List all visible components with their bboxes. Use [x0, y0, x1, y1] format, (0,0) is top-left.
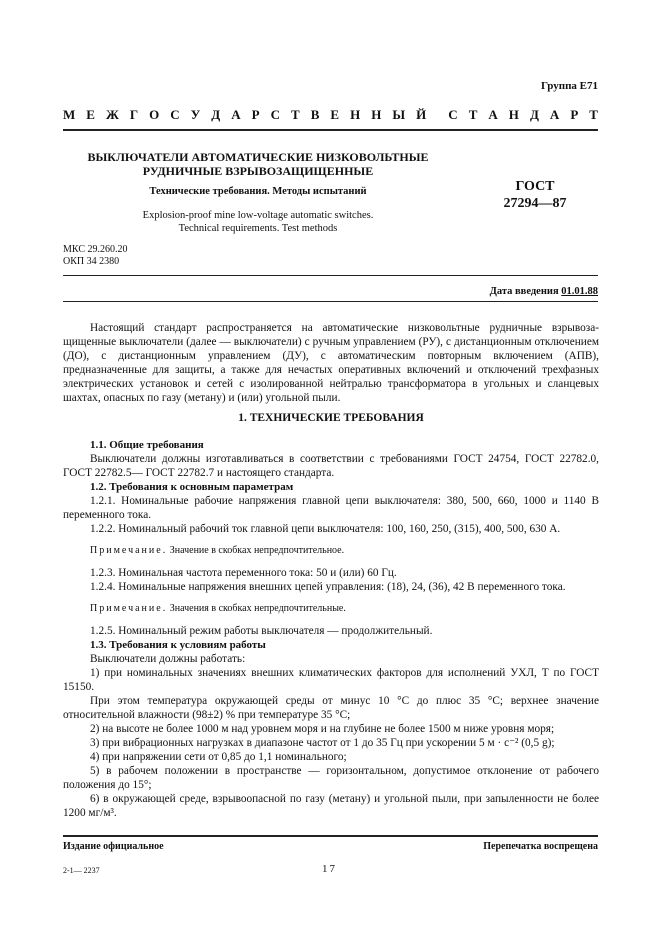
interstate-letter: А [488, 107, 498, 122]
interstate-standard-heading [63, 107, 598, 123]
note-1 [63, 544, 599, 558]
section-1-heading: 1. ТЕХНИЧЕСКИЕ ТРЕБОВАНИЯ [238, 412, 424, 424]
interstate-letter: Д [211, 107, 221, 122]
interstate-letter: Т [291, 107, 300, 122]
document-title [63, 150, 453, 178]
interstate-letter: Н [350, 107, 361, 122]
condition-3: 3) при вибрационных нагрузках в диапазоне частот от 1 до 35 Гц при ускорении 5 м · с⁻² (0,5 g); [90, 737, 555, 749]
gost-number: 27294—87 [503, 196, 567, 211]
page-number: 17 [322, 863, 337, 875]
interstate-letter: Г [129, 107, 139, 122]
interstate-letter: В [310, 107, 320, 122]
note-1-label: Примечание. [90, 545, 168, 556]
interstate-letter: Н [371, 107, 382, 122]
condition-6: 6) в окружающей среде, взрывоопасной по газу (метану) и угольной пыли, при запыленности не более 1200 мг/м³. [63, 793, 599, 819]
mks-code: МКС 29.260.20 [63, 244, 128, 255]
english-title [63, 209, 453, 235]
document-subtitle: Технические требования. Методы испытаний [149, 186, 367, 197]
gost-label: ГОСТ [515, 179, 555, 194]
paragraph-1-2-5: 1.2.5. Номинальный режим работы выключателя — продолжительный. [90, 625, 433, 637]
paragraph-1-2-1: 1.2.1. Номинальные рабочие напряжения главной цепи выключателя: 380, 500, 660, 1000 и 1140 В переменного тока. [63, 495, 599, 521]
note-2-text: Значения в скобках непредпочтительные. [169, 603, 346, 614]
print-code: 2-1— 2237 [63, 866, 100, 875]
top-divider [63, 129, 598, 131]
work-conditions-intro: Выключатели должны работать: [90, 653, 246, 665]
interstate-letter: У [190, 107, 201, 122]
condition-4: 4) при напряжении сети от 0,85 до 1,1 номинального; [90, 751, 347, 763]
interstate-letter: А [231, 107, 241, 122]
date-divider [63, 301, 598, 302]
official-edition-label: Издание официальное [63, 841, 164, 852]
paragraph-1-2-4: 1.2.4. Номинальные напряжения внешних цепей управления: (18), 24, (36), 42 В переменного тока. [90, 581, 566, 593]
condition-1: 1) при номинальных значениях внешних климатических факторов для исполнений УХЛ, Т по ГОСТ 15150. [63, 667, 599, 693]
interstate-letter: Н [508, 107, 519, 122]
interstate-letter: С [170, 107, 180, 122]
interstate-letter: Ы [392, 107, 406, 122]
middle-divider [63, 275, 598, 276]
interstate-letter: Е [330, 107, 340, 122]
interstate-letter: Д [529, 107, 539, 122]
subsection-1-2: 1.2. Требования к основным параметрам [90, 481, 294, 493]
interstate-letter: А [549, 107, 560, 122]
subsection-1-1: 1.1. Общие требования [90, 439, 204, 451]
interstate-letter: С [270, 107, 280, 122]
interstate-letter: Т [589, 107, 598, 122]
note-2-label: Примечание. [90, 603, 168, 614]
group-code: Группа Е71 [540, 80, 598, 92]
interstate-letter: Т [468, 107, 478, 122]
english-title-line-2: Technical requirements. Test methods [178, 223, 338, 234]
interstate-letter: Й [416, 107, 427, 122]
intro-paragraph: Настоящий стандарт распространяется на автоматические низковольтные рудничные взрывозащищенные выключатели (далее — выключатели) с ручным управлением (РУ), с дистанционным отключением (ДО), с дистанционным управлением (ДУ), с автоматическим повторным включением (АПВ), предназначенные для защиты, а также для нечастых оперативных включений и отключений трехфазных электрических установок и сетей с изолированной нейтралью трансформатора в угольных и сланцевых шахтах, опасных по газу (метану) и (или) угольной пыли. [63, 322, 599, 404]
interstate-letter: С [448, 107, 458, 122]
english-title-line-1: Explosion-proof mine low-voltage automatic switches. [142, 210, 374, 221]
interstate-letter: Р [251, 107, 260, 122]
title-line-1: ВЫКЛЮЧАТЕЛИ АВТОМАТИЧЕСКИЕ НИЗКОВОЛЬТНЫЕ [87, 150, 429, 164]
paragraph-1-2-3: 1.2.3. Номинальная частота переменного тока: 50 и (или) 60 Гц. [90, 567, 397, 579]
condition-5: 5) в рабочем положении в пространстве — горизонтальном, допустимое отклонение от рабочего положения до 15°; [63, 765, 599, 791]
okp-code: ОКП 34 2380 [63, 256, 120, 267]
title-line-2: РУДНИЧНЫЕ ВЗРЫВОЗАЩИЩЕННЫЕ [142, 164, 374, 178]
interstate-letter: М [63, 107, 76, 122]
paragraph-1-2-2: 1.2.2. Номинальный рабочий ток главной цепи выключателя: 100, 160, 250, (315), 400, 500, 630 А. [90, 523, 561, 535]
classification-codes [63, 244, 127, 268]
introduction-date-value: 01.01.88 [561, 286, 598, 297]
introduction-date [490, 286, 598, 297]
note-1-text: Значение в скобках непредпочтительное. [169, 545, 345, 556]
section-1-body [63, 438, 599, 820]
subsection-1-3: 1.3. Требования к условиям работы [90, 639, 266, 651]
condition-2: 2) на высоте не более 1000 м над уровнем моря и на глубине не более 1500 м ниже уровня моря; [90, 723, 555, 735]
interstate-letter: Р [570, 107, 579, 122]
interstate-letter: О [149, 107, 160, 122]
reprint-prohibited-label: Перепечатка воспрещена [483, 841, 598, 852]
paragraph-1-1: Выключатели должны изготавливаться в соответствии с требованиями ГОСТ 24754, ГОСТ 22782.0, ГОСТ 22782.5— ГОСТ 22782.7 и настоящего стандарта. [63, 453, 599, 479]
footer-divider [63, 835, 598, 837]
condition-1-details: При этом температура окружающей среды от минус 10 °С до плюс 35 °С; верхнее значение относительной влажности (98±2) % при температуре 35 °С; [63, 695, 599, 721]
note-2 [63, 602, 599, 616]
gost-number-block [470, 178, 600, 212]
introduction-date-label: Дата введения [489, 286, 559, 297]
interstate-letter: Е [86, 107, 95, 122]
interstate-letter: Ж [105, 107, 119, 122]
